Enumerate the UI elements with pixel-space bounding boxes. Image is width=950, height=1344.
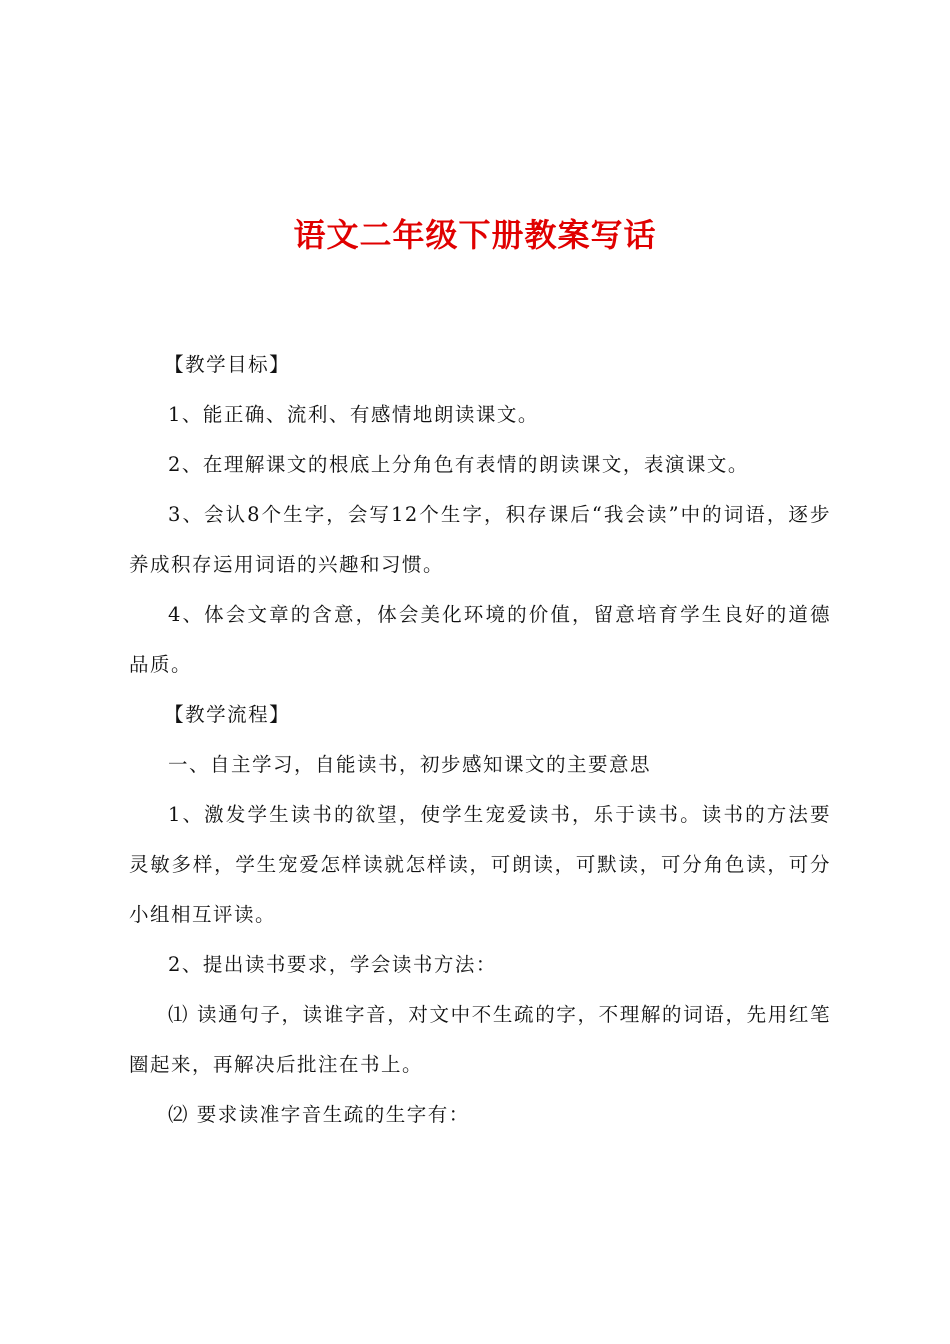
process-item-1: 1、激发学生读书的欲望，使学生宠爱读书，乐于读书。读书的方法要灵敏多样，学生宠爱怎样读就怎样读，可朗读，可默读，可分角色读，可分小组相互评读。 [129,803,831,926]
document-title: 语文二年级下册教案写话 [293,216,657,254]
section-heading-process: 【教学流程】 [164,703,291,726]
process-step-heading: 一、自主学习，自能读书，初步感知课文的主要意思 [168,753,652,776]
process-subitem-2: ⑵ 要求读准字音生疏的生字有： [168,1103,470,1126]
process-item-2: 2、提出读书要求，学会读书方法： [168,953,497,976]
objective-item-1: 1、能正确、流利、有感情地朗读课文。 [168,403,539,426]
process-subitem-1: ⑴ 读通句子，读谁字音，对文中不生疏的字，不理解的词语，先用红笔圈起来，再解决后批注在书上。 [129,1003,831,1076]
section-heading-objectives: 【教学目标】 [164,353,291,376]
objective-item-2: 2、在理解课文的根底上分角色有表情的朗读课文，表演课文。 [168,453,749,476]
objective-item-3: 3、会认8个生字，会写12个生字，积存课后“我会读”中的词语，逐步养成积存运用词语的兴趣和习惯。 [129,503,831,576]
document-body [129,340,831,1140]
objective-item-4: 4、体会文章的含意，体会美化环境的价值，留意培育学生良好的道德品质。 [129,603,831,676]
